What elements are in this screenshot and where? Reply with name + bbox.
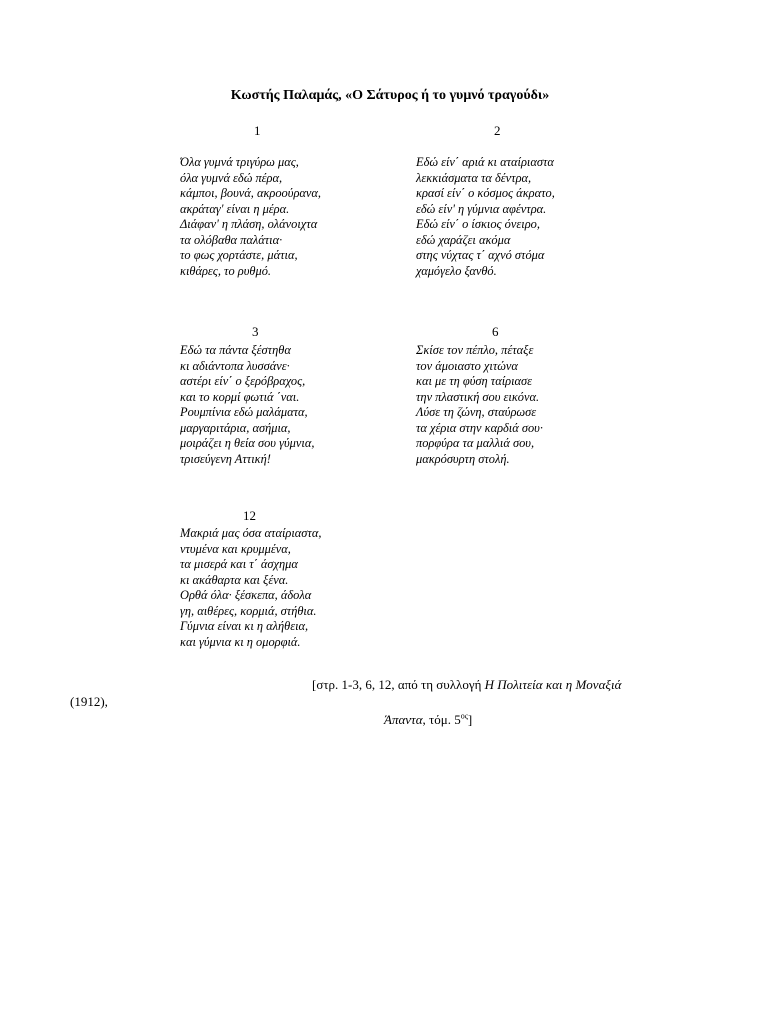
verse-line: μοιράζει η θεία σου γύμνια, [180, 436, 315, 450]
verse-line: στης νύχτας τ΄ αχνό στόμα [416, 248, 545, 262]
works-title: Άπαντα [384, 712, 423, 727]
verse-line: πορφύρα τα μαλλιά σου, [416, 436, 535, 450]
collection-title: Η Πολιτεία και η Μοναξιά [484, 677, 622, 692]
verse-line: Εδώ τα πάντα ξέστηθα [180, 343, 291, 357]
verse-line: κάμποι, βουνά, ακροούρανα, [180, 186, 321, 200]
stanza-6 [416, 343, 543, 467]
stanza-1 [180, 155, 321, 279]
verse-line: Μακριά μας όσα αταίριαστα, [180, 526, 322, 540]
source-citation [312, 677, 621, 693]
verse-line: και με τη φύση ταίριασε [416, 374, 533, 388]
stanza-number: 1 [254, 123, 261, 138]
stanza-number: 12 [243, 508, 256, 523]
verse-line: το φως χορτάστε, μάτια, [180, 248, 298, 262]
source-year: (1912), [70, 694, 108, 709]
verse-line: Εδώ είν΄ αριά κι αταίριαστα [416, 155, 554, 169]
verse-line: εδώ χαράζει ακόμα [416, 232, 511, 247]
source-works [384, 712, 472, 728]
verse-line: Γύμνια είναι κι η αλήθεια, [180, 619, 309, 633]
volume-text: , τόμ. 5 [422, 712, 461, 727]
verse-line: τον άμοιαστο χιτώνα [416, 358, 518, 373]
verse-line: τα χέρια στην καρδιά σου· [416, 420, 543, 435]
verse-line: Όλα γυμνά τριγύρω μας, [180, 155, 299, 169]
verse-line: εδώ είν' η γύμνια αφέντρα. [416, 201, 547, 216]
stanza-3 [180, 343, 314, 467]
verse-line: τα μισερά και τ΄ άσχημα [180, 557, 298, 571]
page-title: Κωστής Παλαμάς, «Ο Σάτυρος ή το γυμνό τραγούδι» [230, 88, 550, 103]
verse-line: Σκίσε τον πέπλο, πέταξε [416, 343, 534, 357]
verse-line: και γύμνια κι η ομορφιά. [180, 634, 301, 649]
volume-suffix: ος [460, 711, 468, 721]
verse-line: Ρουμπίνια εδώ μαλάματα, [180, 405, 308, 419]
verse-line: Λύσε τη ζώνη, σταύρωσε [416, 405, 537, 419]
verse-line: Εδώ είν΄ ο ίσκιος όνειρο, [416, 217, 540, 231]
stanza-number: 6 [492, 324, 499, 339]
verse-line: κι αδιάντοπα λυσσάνε· [180, 358, 290, 373]
source-close: ] [467, 712, 473, 727]
verse-line: αστέρι είν΄ ο ξερόβραχος, [180, 374, 306, 388]
verse-line: μαργαριτάρια, ασήμια, [180, 420, 291, 435]
verse-line: κιθάρες, το ρυθμό. [180, 263, 271, 278]
verse-line: όλα γυμνά εδώ πέρα, [180, 170, 283, 185]
verse-line: λεκκιάσματα τα δέντρα, [416, 170, 532, 185]
stanza-12 [180, 526, 321, 650]
verse-line: τρισεύγενη Αττική! [180, 451, 271, 466]
verse-line: μακρόσυρτη στολή. [416, 451, 510, 466]
verse-line: κρασί είν΄ ο κόσμος άκρατο, [416, 186, 555, 200]
verse-line: και το κορμί φωτιά ΄ναι. [180, 389, 300, 404]
verse-line: κι ακάθαρτα και ξένα. [180, 572, 289, 587]
stanza-number: 2 [494, 123, 501, 138]
verse-line: χαμόγελο ξανθό. [416, 263, 497, 278]
verse-line: τα ολόβαθα παλάτια· [180, 232, 283, 247]
verse-line: Διάφαν' η πλάση, ολάνοιχτα [180, 217, 318, 231]
stanza-2 [416, 155, 555, 279]
source-prefix: [στρ. 1-3, 6, 12, από τη συλλογή [312, 677, 485, 692]
stanza-number: 3 [252, 324, 259, 339]
verse-line: την πλαστική σου εικόνα. [416, 389, 540, 404]
verse-line: ακράταγ' είναι η μέρα. [180, 201, 290, 216]
verse-line: Ορθά όλα· ξέσκεπα, άδολα [180, 588, 312, 602]
verse-line: γη, αιθέρες, κορμιά, στήθια. [180, 603, 317, 618]
verse-line: ντυμένα και κρυμμένα, [180, 541, 291, 556]
